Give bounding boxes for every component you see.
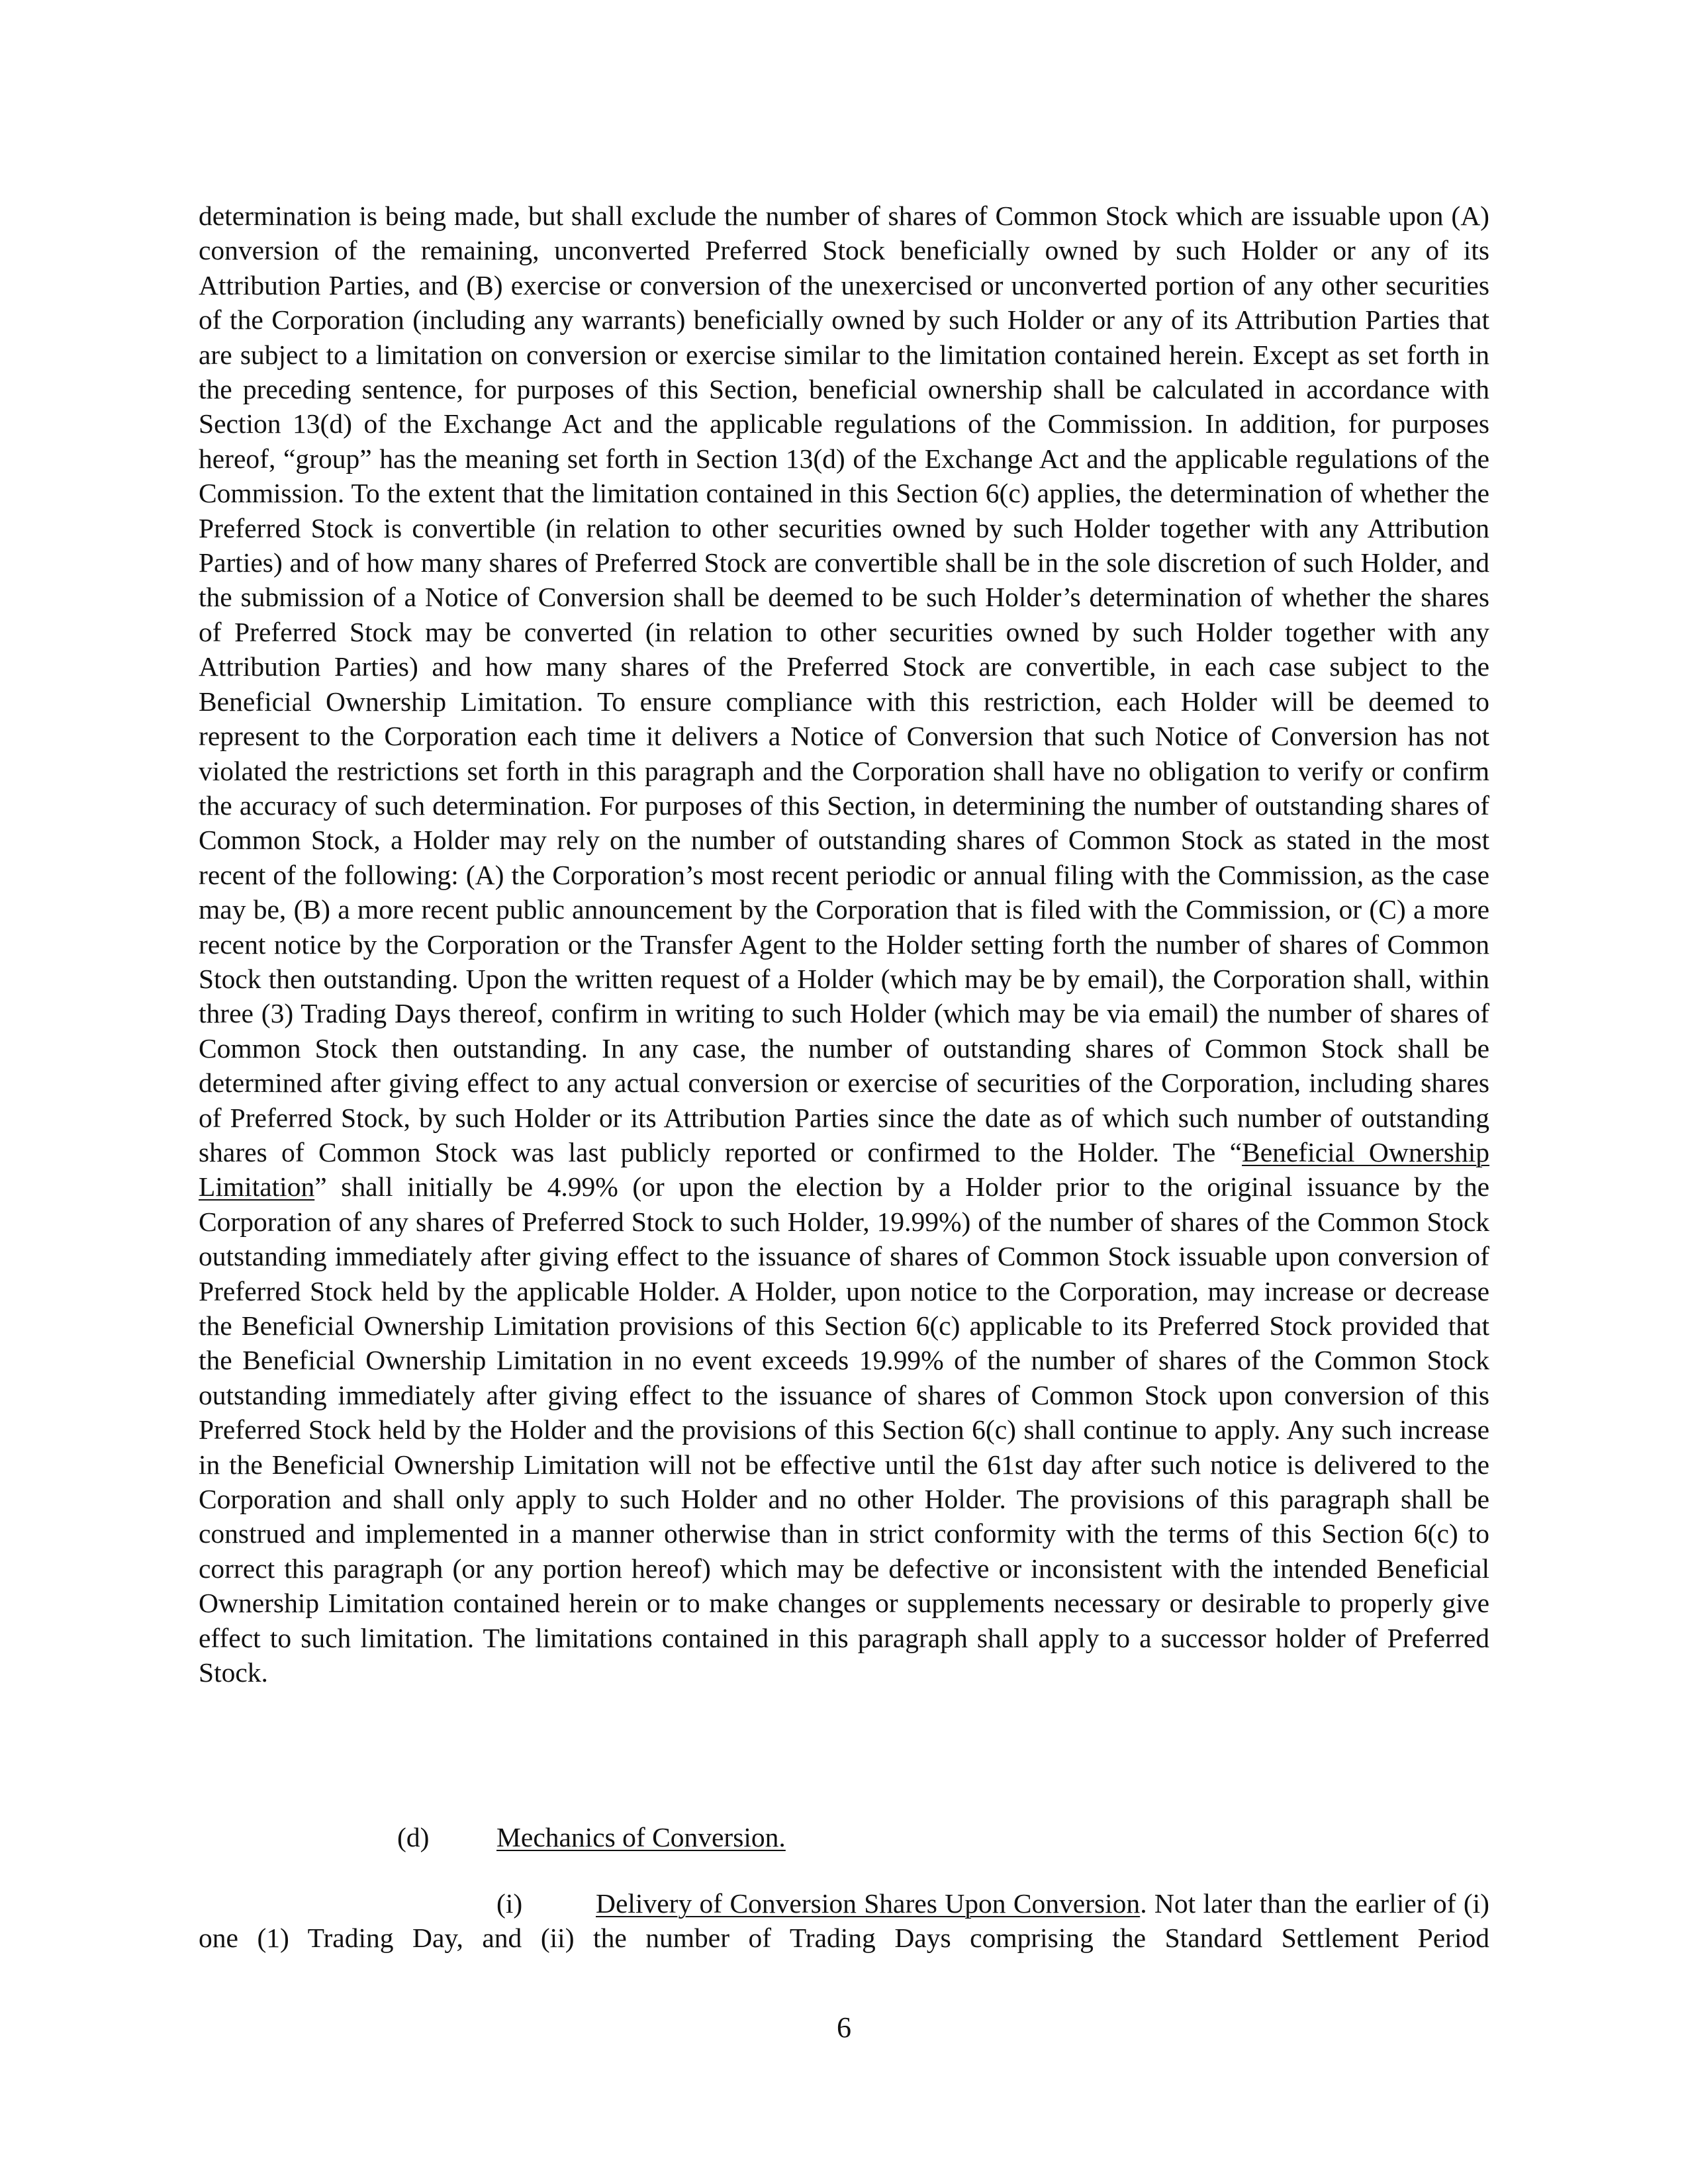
section-title-mechanics-of-conversion: Mechanics of Conversion.	[496, 1822, 786, 1852]
subsection-text: . Not later than the earlier of (i) one (1) Trading Day, and (ii) the number of Trading Days comprising the Standard Settlement Period	[199, 1888, 1489, 1954]
subsection-title-delivery-of-conversion-shares: Delivery of Conversion Shares Upon Conversion	[596, 1888, 1141, 1919]
paragraph-text-part-1: determination is being made, but shall exclude the number of shares of Common Stock which are issuable upon (A) conversion of the remaining, unconverted Preferred Stock beneficially owned by such Holder or any of its Attribution Parties, and (B) exercise or conversion of the unexercised or unconverted portion of any other securities of the Corporation (including any warrants) beneficially owned by such Holder or any of its Attribution Parties that are subject to a limitation on conversion or exercise similar to the limitation contained herein. Except as set forth in the preceding sentence, for purposes of this Section, beneficial ownership shall be calculated in accordance with Section 13(d) of the Exchange Act and the applicable regulations of the Commission. In addition, for purposes hereof, “group” has the meaning set forth in Section 13(d) of the Exchange Act and the applicable regulations of the Commission. To the extent that the limitation contained in this Section 6(c) applies, the determination of whether the Preferred Stock is convertible (in relation to other securities owned by such Holder together with any Attribution Parties) and of how many shares of Preferred Stock are convertible shall be in the sole discretion of such Holder, and the submission of a Notice of Conversion shall be deemed to be such Holder’s determination of whether the shares of Preferred Stock may be converted (in relation to other securities owned by such Holder together with any Attribution Parties) and how many shares of the Preferred Stock are convertible, in each case subject to the Beneficial Ownership Limitation. To ensure compliance with this restriction, each Holder will be deemed to represent to the Corporation each time it delivers a Notice of Conversion that such Notice of Conversion has not violated the restrictions set forth in this paragraph and the Corporation shall have no obligation to verify or confirm the accuracy of such determination. For purposes of this Section, in determining the number of outstanding shares of Common Stock, a Holder may rely on the number of outstanding shares of Common Stock as stated in the most recent of the following: (A) the Corporation’s most recent periodic or annual filing with the Commission, as the case may be, (B) a more recent public announcement by the Corporation that is filed with the Commission, or (C) a more recent notice by the Corporation or the Transfer Agent to the Holder setting forth the number of shares of Common Stock then outstanding. Upon the written request of a Holder (which may be by email), the Corporation shall, within three (3) Trading Days thereof, confirm in writing to such Holder (which may be via email) the number of shares of Common Stock then outstanding. In any case, the number of outstanding shares of Common Stock shall be determined after giving effect to any actual conversion or exercise of securities of the Corporation, including shares of Preferred Stock, by such Holder or its Attribution Parties since the date as of which such number of outstanding shares of Common Stock was last publicly reported or confirmed to the Holder. The “	[199, 201, 1489, 1167]
body-paragraph-section-6c	[199, 199, 1489, 1690]
subsection-number-i: (i)	[496, 1888, 523, 1919]
section-number-d: (d)	[397, 1822, 430, 1852]
subsection-paragraph-i	[199, 1886, 1489, 1956]
paragraph-text-part-2: ” shall initially be 4.99% (or upon the election by a Holder prior to the original issuance by the Corporation of any shares of Preferred Stock to such Holder, 19.99%) of the number of shares of the Common Stock outstanding immediately after giving effect to the issuance of shares of Common Stock issuable upon conversion of Preferred Stock held by the applicable Holder. A Holder, upon notice to the Corporation, may increase or decrease the Beneficial Ownership Limitation provisions of this Section 6(c) applicable to its Preferred Stock provided that the Beneficial Ownership Limitation in no event exceeds 19.99% of the number of shares of the Common Stock outstanding immediately after giving effect to the issuance of shares of Common Stock upon conversion of this Preferred Stock held by the Holder and the provisions of this Section 6(c) shall continue to apply. Any such increase in the Beneficial Ownership Limitation will not be effective until the 61st day after such notice is delivered to the Corporation and shall only apply to such Holder and no other Holder. The provisions of this paragraph shall be construed and implemented in a manner otherwise than in strict conformity with the terms of this Section 6(c) to correct this paragraph (or any portion hereof) which may be defective or inconsistent with the intended Beneficial Ownership Limitation contained herein or to make changes or supplements necessary or desirable to properly give effect to such limitation. The limitations contained in this paragraph shall apply to a successor holder of Preferred Stock.	[199, 1171, 1489, 1688]
page-number: 6	[837, 2011, 851, 2044]
defined-term-beneficial-ownership-limitation: Beneficial Ownership Limitation	[199, 1136, 1489, 1203]
